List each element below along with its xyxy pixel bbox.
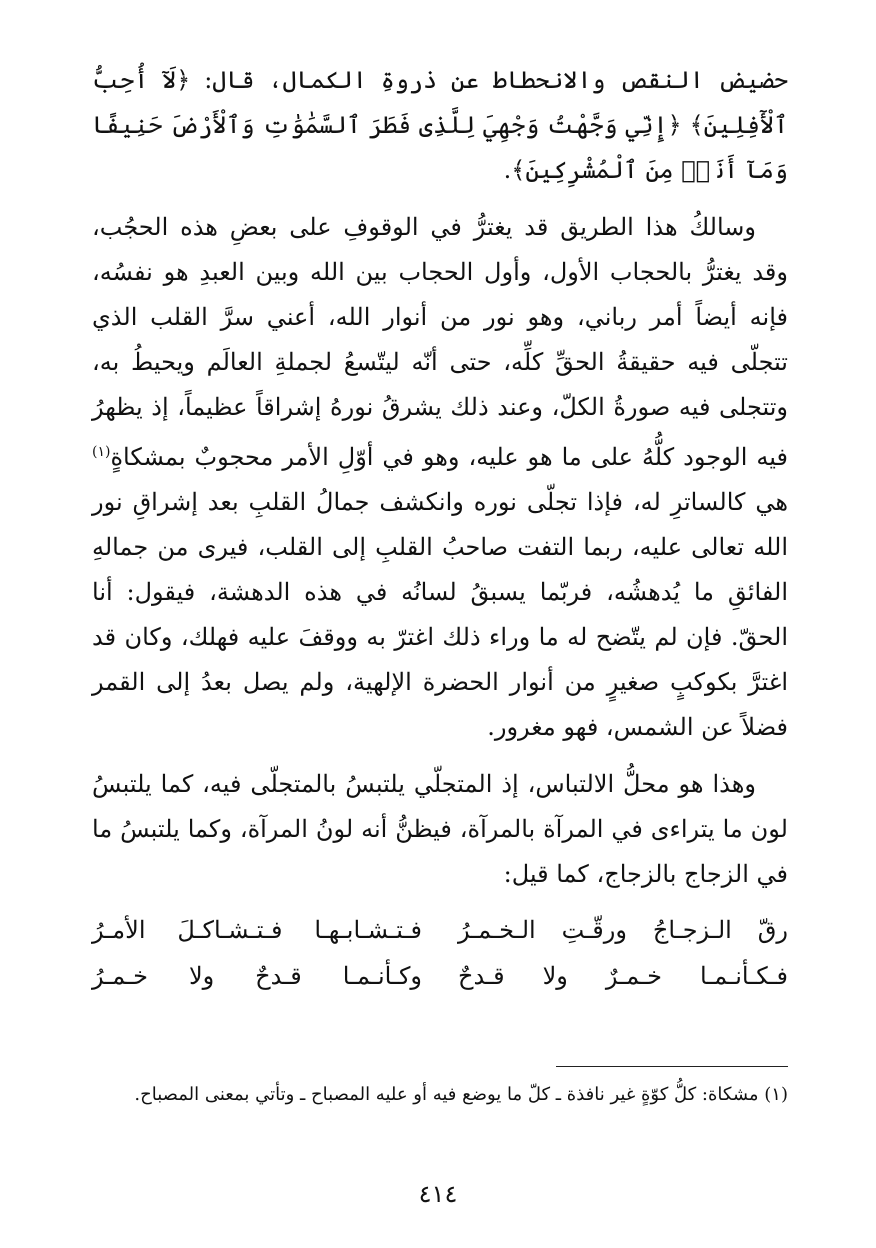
poem-hemistich-right: رقّ الـزجـاجُ ورقّـتِ الـخـمـرُ: [458, 916, 788, 944]
poem-line: [92, 953, 788, 999]
poem-hemistich-left: فـتـشـابـهـا فـتـشـاكـلَ الأمـرُ: [92, 916, 422, 944]
poem-hemistich-right: فـكـأنـمـا خـمـرٌ ولا قـدحٌ: [458, 962, 788, 990]
paragraph-2: [92, 205, 788, 750]
poem: [92, 907, 788, 999]
paragraph-3: [92, 762, 788, 897]
paragraph-3-text: وهذا هو محلُّ الالتباس، إذ المتجلّي يلتبسُ بالمتجلّى فيه، كما يلتبسُ لون ما يتراءى في المرآة بالمرآة، فيظنُّ أنه لونُ المرآة، وكما يلتبسُ ما في الزجاج بالزجاج، كما قيل:: [92, 770, 788, 888]
poem-line: [92, 907, 788, 953]
paragraph-2-text-a: وسالكُ هذا الطريق قد يغترُّ في الوقوفِ على بعضِ هذه الحجُب، وقد يغترُّ بالحجاب الأول، وأول الحجاب بين الله وبين العبدِ هو نفسُه، فإنه أيضاً أمر رباني، وهو نور من أنوار الله، أعني سرَّ القلب الذي تتجلّى فيه حقيقةُ الحقِّ كلِّه، حتى أنّه ليتّسعُ لجملةِ العالَم ويحيطُ به، وتتجلى فيه صورةُ الكلّ، وعند ذلك يشرقُ نورهُ إشراقاً عظيماً، إذ يظهرُ فيه الوجود كلُّهُ على ما هو عليه، وهو في أوّلِ الأمر محجوبٌ بمشكاةٍ: [92, 213, 789, 471]
footnote-divider: [556, 1066, 788, 1067]
paragraph-1-text: حضيض النقص والانحطاط عن ذروةِ الكمال، قال: ﴿لَآ أُحِبُّ ٱلْأٓفِلِينَ﴾ ﴿إِنِّي وَجَّهْتُ وَجْهِيَ لِلَّذِى فَطَرَ ٱلسَّمَٰوَٰتِ وَٱلْأَرْضَ حَنِيفًا وَمَآ أَنَا۠ مِنَ ٱلْمُشْرِكِينَ﴾.: [92, 66, 788, 184]
footnote-reference[interactable]: (١): [92, 444, 111, 460]
footnote: (١) مشكاة: كلُّ كوّةٍ غير نافذة ـ كلّ ما يوضع فيه أو عليه المصباح ـ وتأتي بمعنى المصباح.: [134, 1084, 788, 1105]
paragraph-1: [92, 58, 788, 193]
main-text: [92, 58, 788, 999]
page-number: ٤١٤: [418, 1180, 458, 1208]
paragraph-2-text-b: هي كالساترِ له، فإذا تجلّى نوره وانكشف جمالُ القلبِ بعد إشراقِ نور الله تعالى عليه، ربما التفت صاحبُ القلبِ إلى القلب، فيرى من جمالهِ الفائقِ ما يُدهشُه، فربّما يسبقُ لسانُه في هذه الدهشة، فيقول: أنا الحقّ. فإن لم يتّضح له ما وراء ذلك اغترّ به ووقفَ عليه فهلك، وكان قد اغترَّ بكوكبٍ صغيرٍ من أنوار الحضرة الإلهية، ولم يصل بعدُ إلى القمر فضلاً عن الشمس، فهو مغرور.: [92, 488, 788, 741]
poem-hemistich-left: وكـأنـمـا قـدحٌ ولا خـمـرُ: [92, 962, 422, 990]
